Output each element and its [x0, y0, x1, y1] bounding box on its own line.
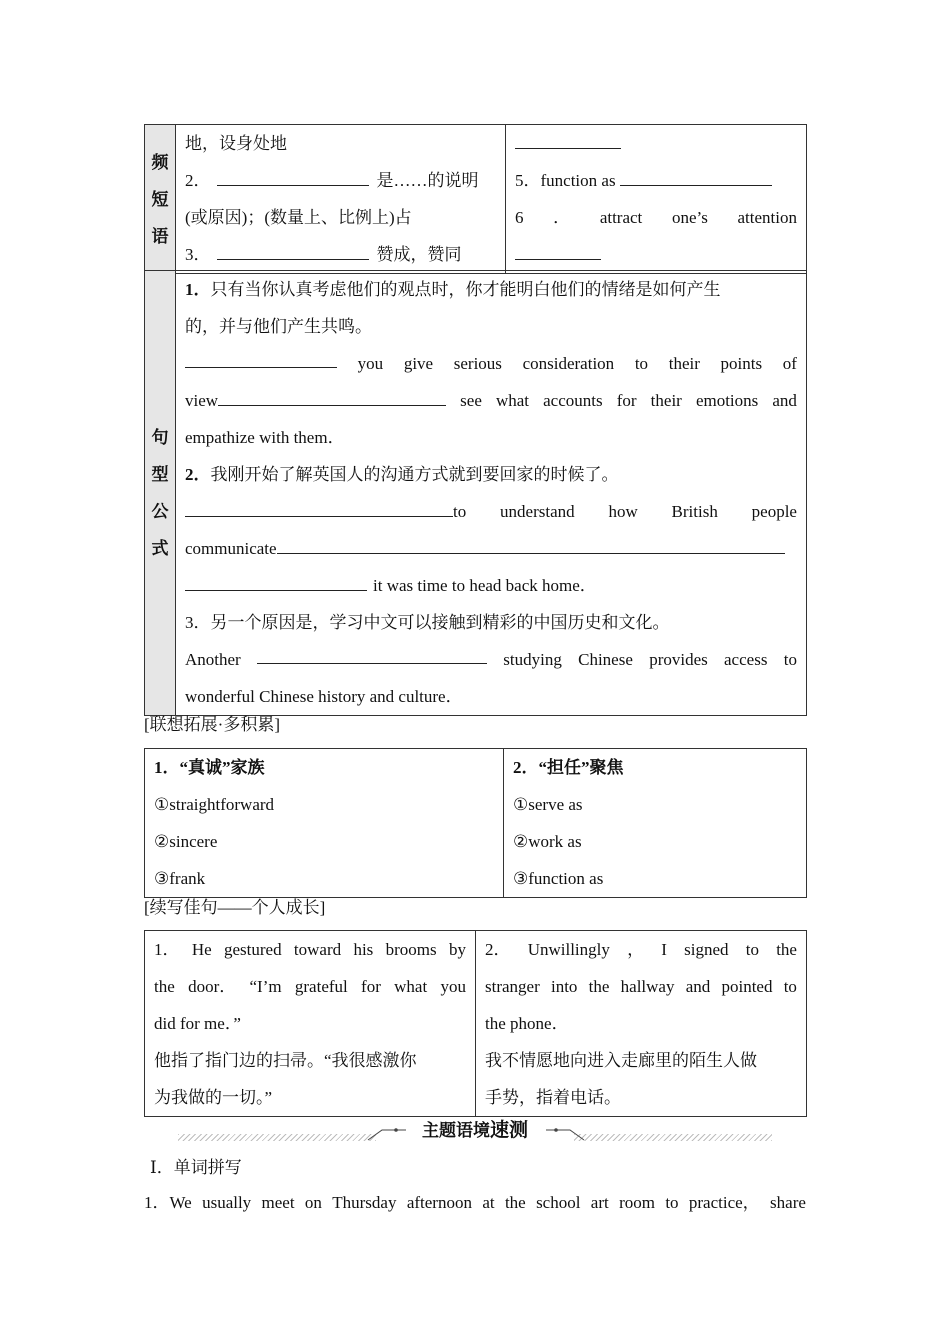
answer-blank[interactable] [185, 345, 337, 368]
sincere-family-cell: 1．“真诚”家族 ①straightforward ②sincere ③frank [145, 749, 504, 898]
answer-blank[interactable] [217, 163, 369, 186]
answer-blank[interactable] [185, 494, 453, 517]
association-table [144, 748, 807, 898]
serve-as-cell: 2．“担任”聚焦 ①serve as ②work as ③function as [504, 749, 807, 898]
phrase-side-label: 频 短 语 [145, 125, 176, 274]
phrase-table [144, 124, 807, 274]
answer-blank[interactable] [185, 568, 367, 591]
sentence-pattern-table [144, 270, 807, 716]
section-heading-association: [联想拓展·多积累] [144, 715, 280, 734]
writing-right-cell: 2． Unwillingly ， I signed to the stranger into the hallway and pointed to the phone． 我不情愿地向进入走廊里的陌生人做 手势，指着电话。 [476, 931, 807, 1117]
phrase-right-cell: 5．function as 6 ． attract one’s attention [506, 125, 807, 274]
answer-blank[interactable] [515, 126, 621, 149]
exercise-heading: Ⅰ．单词拼写 [150, 1158, 242, 1177]
answer-blank[interactable] [257, 641, 487, 664]
banner-title: 主题语境速测 [421, 1119, 528, 1141]
section-heading-writing: [续写佳句——个人成长] [144, 898, 326, 917]
answer-blank[interactable] [277, 531, 785, 554]
answer-blank[interactable] [218, 383, 446, 406]
answer-blank[interactable] [620, 163, 772, 186]
writing-left-cell: 1． He gestured toward his brooms by the door． “I’m grateful for what you did for me．” 他指了指门边的扫帚。“我很感激你 为我做的一切。” [145, 931, 476, 1117]
question-1: 1．We usually meet on Thursday afternoon at the school art room to practice， share [144, 1193, 806, 1212]
sentence-cell: 1．只有当你认真考虑他们的观点时，你才能明白他们的情绪是如何产生 的，并与他们产生共鸣。 you give serious consideration to their points of view see what accounts for their emotions and empathize with them． 2．我刚开始了解英国人的沟通方式就到要回家的时候了。 to understand how British people communicate it was time to head back home． 3．另一个原因是，学习中文可以接触到精彩的中国历史和文化。 Another studying Chinese provides access to wonderful Chinese history and culture． [176, 271, 807, 716]
sentence-side-label: 句 型 公 式 [145, 271, 176, 716]
section-banner [178, 1120, 772, 1144]
phrase-left-cell: 地，设身处地 2． 是……的说明 (或原因)；(数量上、比例上)占 3． 赞成，赞同 [176, 125, 506, 274]
answer-blank[interactable] [217, 237, 369, 260]
writing-table [144, 930, 807, 1117]
answer-blank[interactable] [515, 237, 601, 260]
